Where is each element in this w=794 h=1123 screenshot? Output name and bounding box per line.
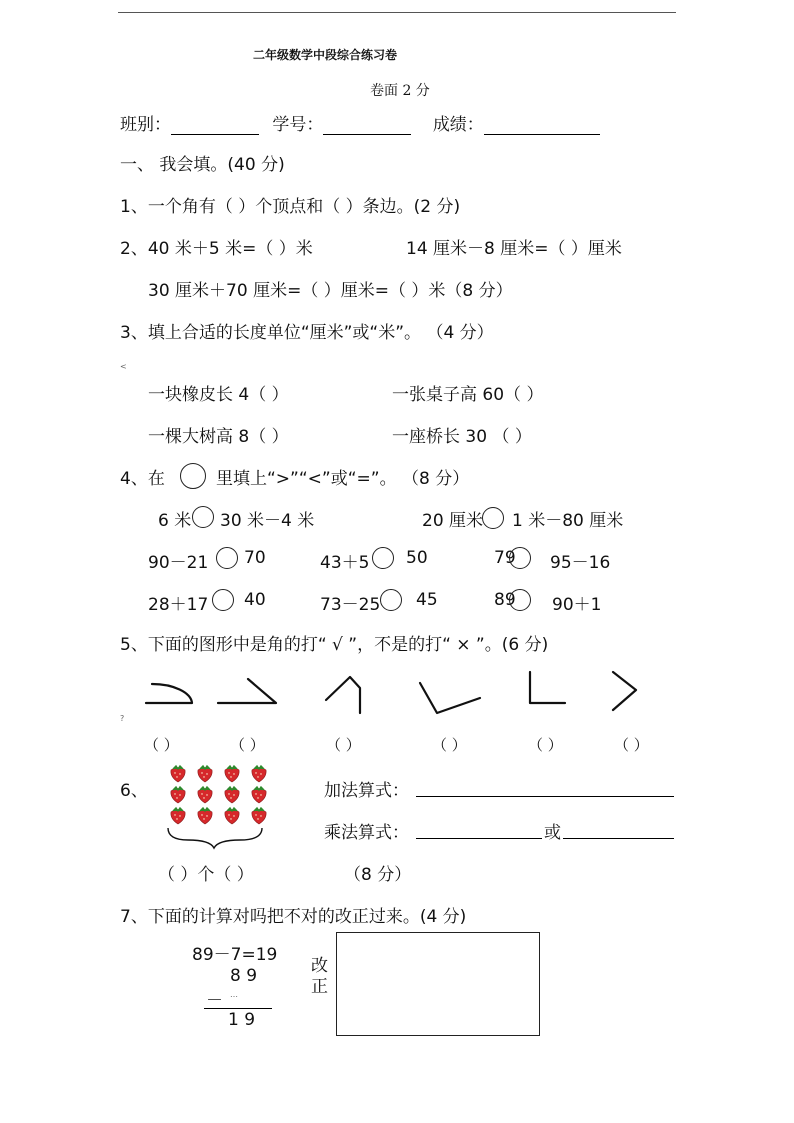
figure-angle-2 xyxy=(420,683,480,713)
score-field[interactable] xyxy=(484,114,600,135)
or-label: 或 xyxy=(544,823,561,843)
student-number-field[interactable] xyxy=(323,114,411,135)
q4-prefix: 4、在 xyxy=(120,469,165,489)
question-2b: 14 厘米－8 厘米=（ ）厘米 xyxy=(406,239,622,259)
figure-open-shape xyxy=(326,677,360,713)
figure-right-angle xyxy=(530,672,565,703)
question-7: 7、下面的计算对吗把不对的改正过来。(4 分) xyxy=(120,907,467,927)
q4-left-7: 73－25 xyxy=(320,595,381,615)
compare-circle-icon xyxy=(180,463,206,489)
compare-circle[interactable] xyxy=(380,589,402,611)
neatness-note: 卷面 2 分 xyxy=(370,83,430,99)
compare-circle[interactable] xyxy=(482,507,504,529)
addition-label: 加法算式： xyxy=(324,781,409,801)
question-5: 5、下面的图形中是角的打“ √ ”，不是的打“ × ”。(6 分) xyxy=(120,635,549,655)
q7-subtrahend-mark: … xyxy=(230,990,238,999)
q3-item-3: 一棵大树高 8（ ） xyxy=(148,427,289,447)
answer-paren[interactable]: （ ） xyxy=(528,736,563,754)
top-rule xyxy=(118,12,676,13)
figure-curve-shape xyxy=(146,684,192,703)
q6-count-blanks: （ ）个（ ） xyxy=(158,865,254,885)
brace-icon xyxy=(168,828,262,848)
q6-score: （8 分） xyxy=(344,865,412,885)
q3-item-4: 一座桥长 30 （ ） xyxy=(392,427,532,447)
figure-angle-1 xyxy=(218,679,276,703)
q4-left-5: 79 xyxy=(494,548,516,568)
q3-item-1: 一块橡皮长 4（ ） xyxy=(148,385,289,405)
compare-circle[interactable] xyxy=(509,547,531,569)
q7-equation: 89－7=19 xyxy=(192,945,278,965)
q5-figures xyxy=(0,660,794,720)
q4-right-3: 70 xyxy=(244,548,266,568)
question-3: 3、填上合适的长度单位“厘米”或“米”。 （4 分） xyxy=(120,323,494,343)
q4-right-8: 90＋1 xyxy=(552,595,602,615)
q4-left-4: 43＋5 xyxy=(320,553,370,573)
q3-item-2: 一张桌子高 60（ ） xyxy=(392,385,544,405)
q4-right-4: 50 xyxy=(406,548,428,568)
q7-result: 1 9 xyxy=(228,1010,256,1030)
q7-minuend: 8 9 xyxy=(230,966,258,986)
q4-right-5: 95－16 xyxy=(550,553,611,573)
answer-paren[interactable]: （ ） xyxy=(230,736,265,754)
q7-vertical-rule xyxy=(204,1008,272,1009)
q4-right-6: 40 xyxy=(244,590,266,610)
compare-circle[interactable] xyxy=(509,589,531,611)
answer-paren[interactable]: （ ） xyxy=(432,736,467,754)
strawberry-icons xyxy=(171,766,266,824)
q4-left-1: 6 米 xyxy=(158,511,192,531)
class-field[interactable] xyxy=(171,114,259,135)
addition-answer-line[interactable] xyxy=(416,776,674,797)
q4-instructions: 里填上“>”“<”或“=”。 （8 分） xyxy=(216,469,470,489)
stray-mark: < xyxy=(120,362,127,371)
answer-paren[interactable]: （ ） xyxy=(144,736,179,754)
info-row xyxy=(120,110,600,135)
multiplication-label: 乘法算式： xyxy=(324,823,409,843)
q4-left-6: 28＋17 xyxy=(148,595,209,615)
compare-circle[interactable] xyxy=(372,547,394,569)
answer-paren[interactable]: （ ） xyxy=(326,736,361,754)
correction-label: 改正 xyxy=(311,956,328,997)
question-2c: 30 厘米＋70 厘米=（ ）厘米=（ ）米（8 分） xyxy=(148,281,513,301)
score-label: 成绩： xyxy=(432,115,484,135)
class-label: 班别： xyxy=(120,115,171,135)
strawberry-picture xyxy=(160,762,280,854)
compare-circle[interactable] xyxy=(192,506,214,528)
section-heading: 一、 我会填。(40 分) xyxy=(120,155,285,175)
answer-paren[interactable]: （ ） xyxy=(614,736,649,754)
q4-left-3: 90－21 xyxy=(148,553,209,573)
compare-circle[interactable] xyxy=(216,547,238,569)
q6-number: 6、 xyxy=(120,781,148,801)
compare-circle[interactable] xyxy=(212,589,234,611)
q4-left-2: 20 厘米 xyxy=(422,511,484,531)
q4-right-7: 45 xyxy=(416,590,438,610)
multiplication-answer-line-2[interactable] xyxy=(563,818,674,839)
multiplication-answer-line-1[interactable] xyxy=(416,818,542,839)
paper-title: 二年级数学中段综合练习卷 xyxy=(253,48,398,62)
figure-angle-3 xyxy=(613,672,636,710)
correction-box[interactable] xyxy=(336,932,540,1036)
q4-right-2: 1 米－80 厘米 xyxy=(512,511,624,531)
q4-right-1: 30 米－4 米 xyxy=(220,511,315,531)
student-number-label: 学号： xyxy=(272,115,324,135)
question-2a: 2、40 米＋5 米=（ ）米 xyxy=(120,239,313,259)
stray-mark-2: ? xyxy=(120,714,125,723)
q4-left-8: 89 xyxy=(494,590,516,610)
question-1: 1、一个角有（ ）个顶点和（ ）条边。(2 分) xyxy=(120,197,461,217)
q7-minus-sign: － xyxy=(206,991,223,1011)
